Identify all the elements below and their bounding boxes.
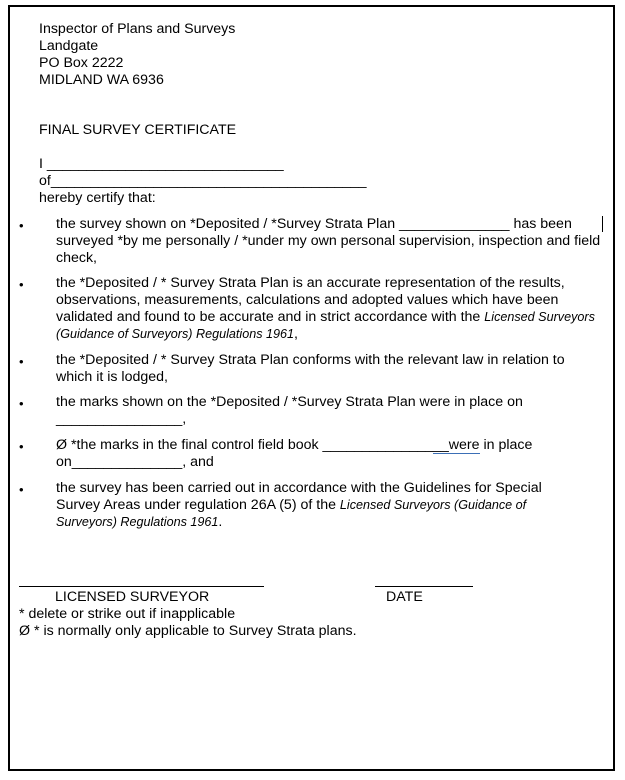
surveyor-label: LICENSED SURVEYOR (55, 589, 210, 605)
item-2-text: the *Deposited / * Survey Strata Plan is an accurate representation of the results, observations, measurements, calculations and adopted values which have been validated and found to be accurate and in strict accordance with the (56, 275, 565, 325)
item-5-end: in place on______________, and (56, 437, 533, 470)
surveyor-signature-line[interactable] (19, 586, 264, 587)
note-strata: Ø * is normally only applicable to Survey Strata plans. (19, 623, 357, 639)
certification-item-1 (56, 216, 604, 267)
certification-item-6 (56, 480, 576, 531)
address-line-4: MIDLAND WA 6936 (39, 72, 164, 88)
certification-item-5 (56, 437, 556, 471)
name-line (39, 156, 284, 173)
item-5-tracked-change: __were (433, 437, 480, 453)
item-6-text: the survey has been carried out in accordance with the Guidelines for Special Survey Areas under regulation 26A (5) of the (56, 480, 542, 513)
address-line-2: Landgate (39, 38, 99, 54)
bullet: • (19, 396, 24, 411)
item-1-text: the survey shown on *Deposited / *Survey Strata Plan ______________ has been surveyed *by me personally / *under my own personal supervision, inspection and field check, (56, 216, 601, 266)
address-line-1: Inspector of Plans and Surveys (39, 21, 236, 37)
text-cursor (602, 216, 603, 232)
item-4-text: the marks shown on the *Deposited / *Survey Strata Plan were in place on ________________, (56, 394, 523, 427)
bullet: • (19, 439, 24, 454)
name-prefix: I (39, 156, 43, 172)
item-2-end: , (294, 326, 298, 342)
of-prefix: of (39, 173, 51, 189)
certify-text: hereby certify that: (39, 190, 156, 206)
item-5-text: Ø *the marks in the final control field book ______________ (56, 437, 434, 453)
date-signature-line[interactable] (375, 586, 473, 587)
address-of-line (39, 173, 366, 190)
item-2-regulation: Licensed Surveyors (Guidance of Surveyors) Regulations 1961 (56, 310, 595, 341)
note-delete: * delete or strike out if inapplicable (19, 606, 236, 622)
certification-item-4 (56, 394, 546, 428)
certification-item-2 (56, 275, 604, 343)
bullet: • (19, 218, 24, 233)
item-6-regulation: Licensed Surveyors (Guidance of Surveyors) Regulations 1961 (56, 498, 527, 529)
bullet: • (19, 482, 24, 497)
item-6-end: . (218, 514, 223, 530)
bullet: • (19, 354, 24, 369)
date-label: DATE (386, 589, 423, 605)
item-3-text: the *Deposited / * Survey Strata Plan conforms with the relevant law in relation to which it is lodged, (56, 352, 565, 385)
certification-item-3 (56, 352, 604, 386)
name-blank[interactable]: ______________________________ (46, 156, 284, 172)
address-line-3: PO Box 2222 (39, 55, 124, 71)
certificate-title: FINAL SURVEY CERTIFICATE (39, 122, 237, 138)
page-border (8, 5, 615, 771)
of-blank[interactable]: ________________________________________ (50, 173, 367, 189)
bullet: • (19, 277, 24, 292)
